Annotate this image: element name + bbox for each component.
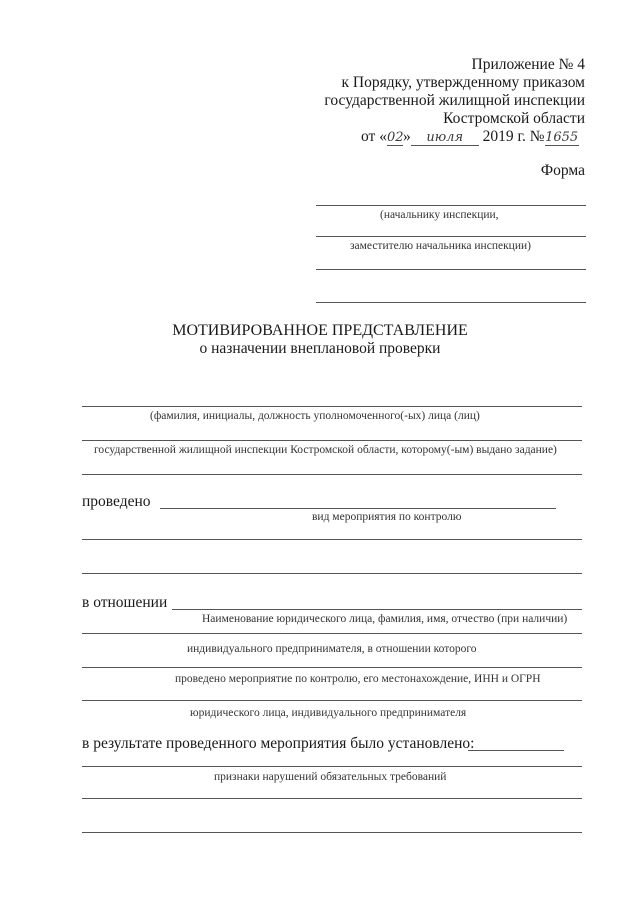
legal-entity-caption: юридического лица, индивидуального предпринимателя bbox=[190, 707, 467, 719]
region-name: Костромской области bbox=[443, 110, 585, 127]
result-label: в результате проведенного мероприятия было установлено: bbox=[82, 735, 475, 752]
blank-line-1 bbox=[82, 474, 582, 475]
violations-caption: признаки нарушений обязательных требований bbox=[214, 771, 447, 783]
addressee-line-2 bbox=[316, 236, 586, 237]
inspection-line bbox=[82, 440, 582, 441]
addressee-caption-1: (начальнику инспекции, bbox=[380, 209, 499, 221]
entity-name-caption: Наименование юридического лица, фамилия, имя, отчество (при наличии) bbox=[202, 613, 568, 625]
addressee-line-3 bbox=[316, 269, 586, 270]
addressee-line-1 bbox=[316, 205, 586, 206]
form-label: Форма bbox=[540, 162, 585, 179]
document-title: МОТИВИРОВАННОЕ ПРЕДСТАВЛЕНИЕ bbox=[172, 322, 468, 339]
issuing-body: государственной жилищной инспекции bbox=[324, 92, 585, 109]
date-prefix: от « bbox=[361, 128, 387, 145]
date-year-number: 2019 г. № bbox=[482, 128, 545, 145]
appendix-number: Приложение № 4 bbox=[471, 56, 585, 73]
order-date-line bbox=[361, 128, 591, 148]
entrepreneur-line bbox=[82, 633, 582, 634]
event-type-line bbox=[160, 508, 556, 509]
entity-name-line bbox=[172, 609, 582, 610]
official-line bbox=[82, 406, 582, 407]
conducted-label: проведено bbox=[82, 493, 151, 510]
inspection-caption: государственной жилищной инспекции Костромской области, которому(-ым) выдано задание) bbox=[94, 444, 557, 456]
date-month: июля bbox=[411, 130, 479, 146]
location-caption: проведено мероприятие по контролю, его местонахождение, ИНН и ОГРН bbox=[175, 673, 541, 685]
order-reference: к Порядку, утвержденному приказом bbox=[341, 74, 585, 91]
date-day: 02 bbox=[386, 130, 404, 145]
addressee-line-4 bbox=[316, 302, 586, 303]
official-caption: (фамилия, инициалы, должность уполномоченного(-ых) лица (лиц) bbox=[150, 410, 480, 422]
violations-line bbox=[82, 766, 582, 767]
addressee-caption-2: заместителю начальника инспекции) bbox=[350, 240, 531, 252]
legal-entity-line bbox=[82, 700, 582, 701]
regarding-label: в отношении bbox=[82, 594, 168, 611]
result-inline-line bbox=[468, 750, 564, 751]
entrepreneur-caption: индивидуального предпринимателя, в отношении которого bbox=[187, 643, 477, 655]
order-number: 1655 bbox=[545, 130, 579, 145]
blank-line-4 bbox=[82, 798, 582, 799]
date-quote-close: » bbox=[402, 128, 411, 145]
blank-line-2 bbox=[82, 539, 582, 540]
blank-line-5 bbox=[82, 832, 582, 833]
event-type-caption: вид мероприятия по контролю bbox=[312, 511, 462, 523]
location-line bbox=[82, 667, 582, 668]
blank-line-3 bbox=[82, 573, 582, 574]
document-subtitle: о назначении внеплановой проверки bbox=[199, 340, 441, 357]
